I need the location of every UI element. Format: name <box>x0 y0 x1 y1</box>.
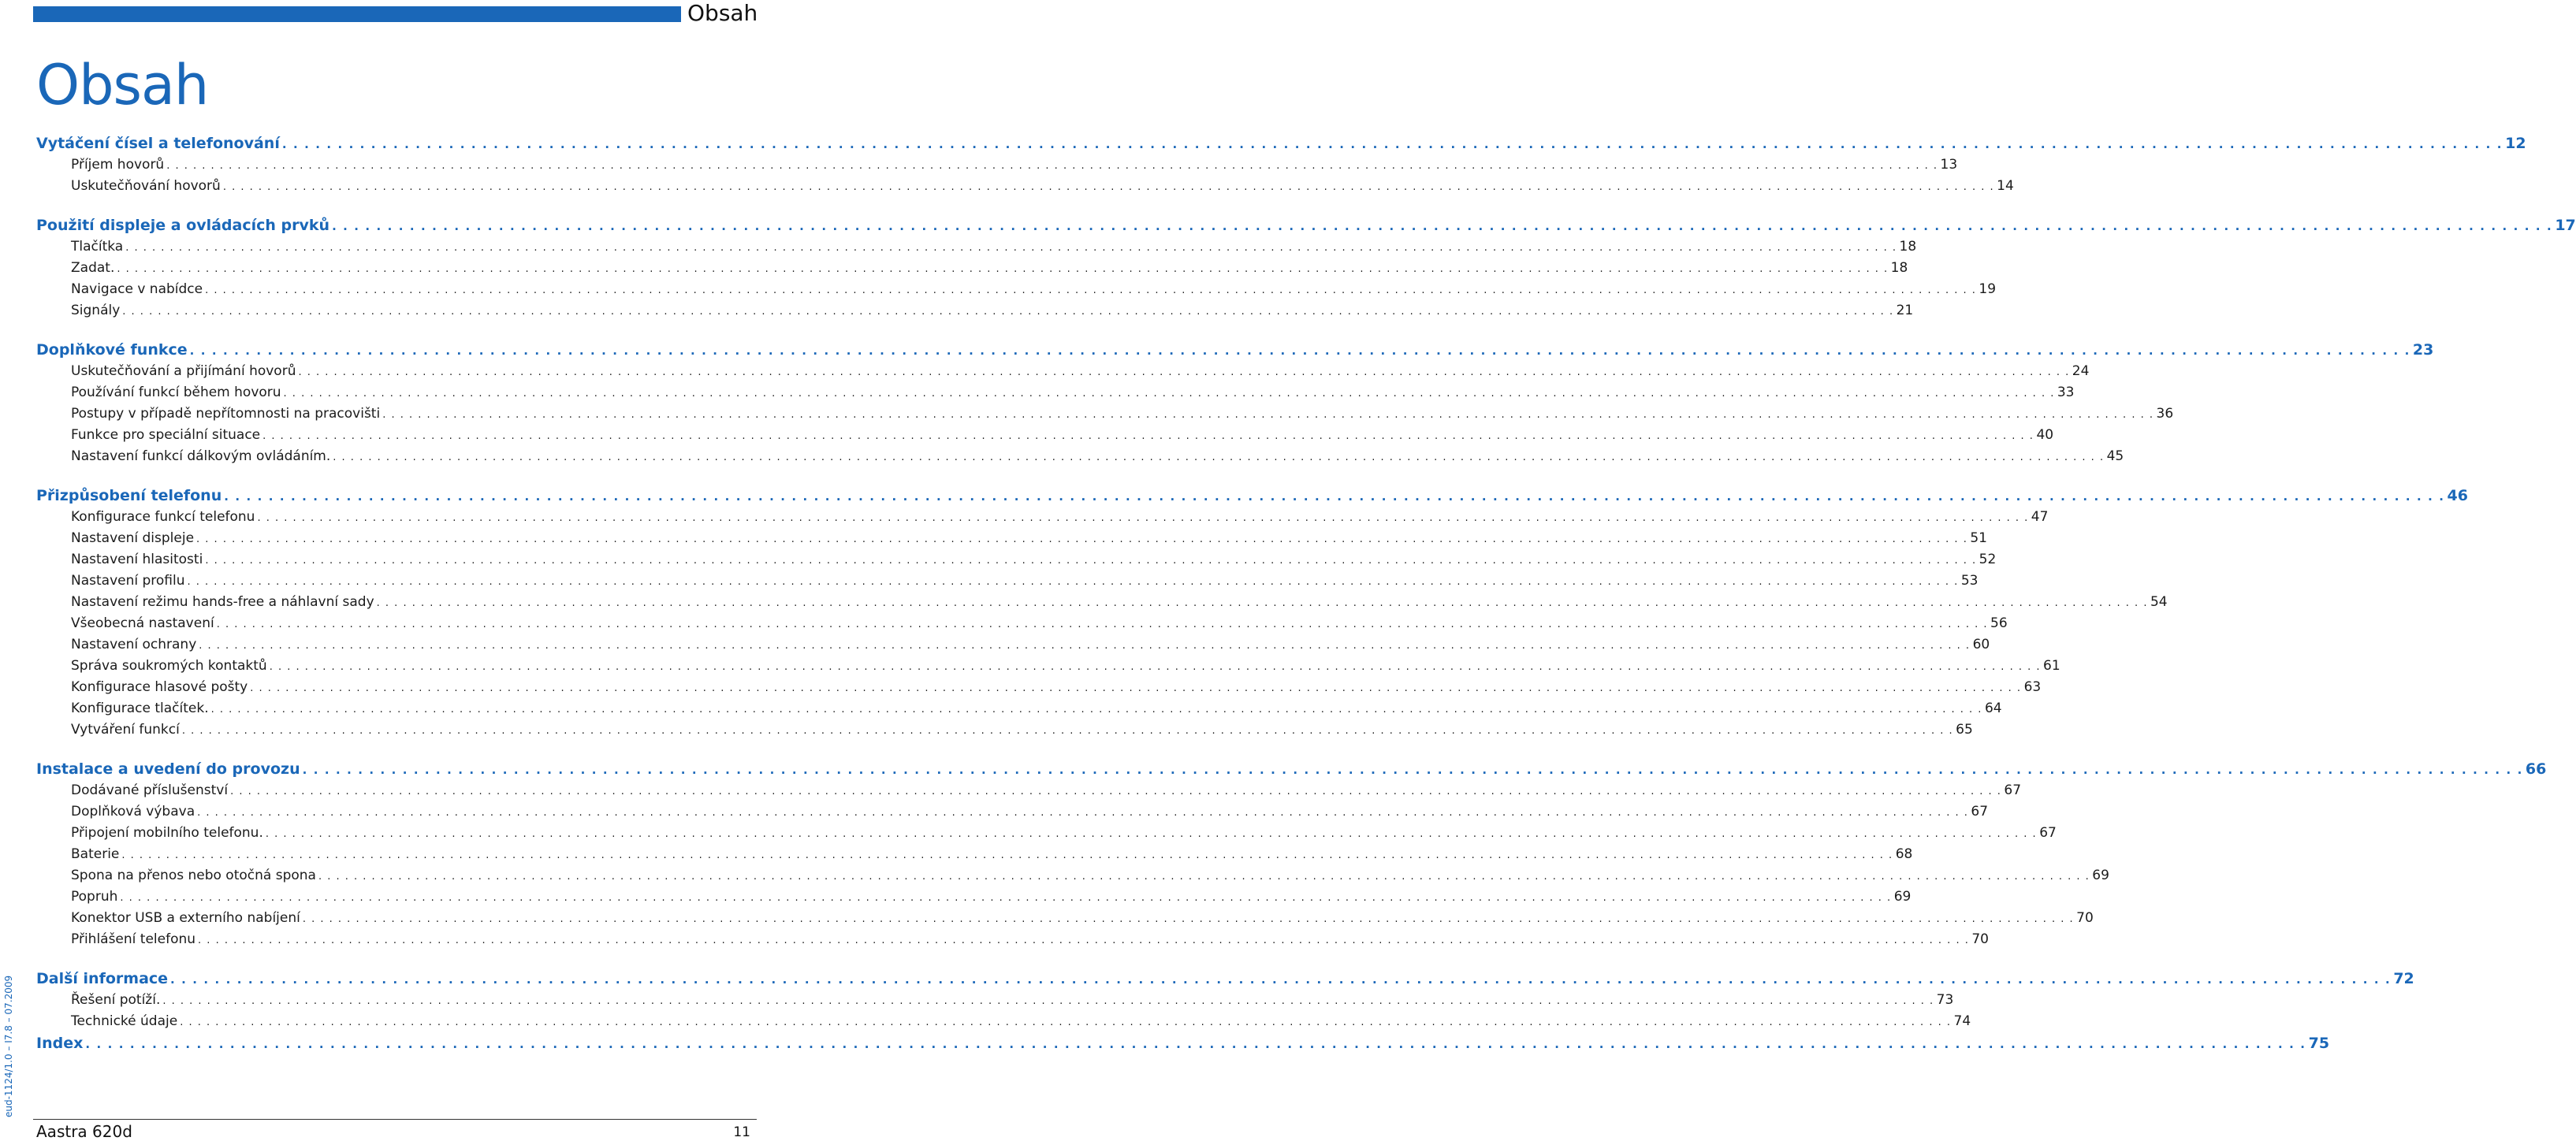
dot-leader: . . . . . . . . . . . . . . . . . . . . . . . . . . . . . . . . . . . . . . . . . . . . . . . . . . . . . . . . . . . . . . . . . . . . . . . . . . . . . . . . . . . . . . . . . . . . . . . . . . . . . . . . . . . . . . . . . . . . . . . . . . . . . . . . . . . . . . . . . . . . . . . . . . . . . . . . . . . . . . . . . . . . . . . . . . . . . . . . . . . . . . . . . . . . . . . . . . . . . . . . <box>121 849 1893 861</box>
toc-entry-title: Nastavení funkcí dálkovým ovládáním. <box>71 448 331 464</box>
dot-leader: . . . . . . . . . . . . . . . . . . . . . . . . . . . . . . . . . . . . . . . . . . . . . . . . . . . . . . . . . . . . . . . . . . . . . . . . . . . . . . . . . . . . . . . . . . . . . . . . . . . . . . . . . . . . . . . . . . . . . . . . . . . . . . . . . . . . . . . . . . . . . . . . . . . . . . . . . . . . . . . . . . . . . . . . . . . . . . . . . . . . . . . . . . . . . . . . . . . . . . . . <box>222 181 1995 193</box>
toc-entry[interactable] <box>36 403 2174 425</box>
toc-chapter[interactable] <box>36 968 2414 990</box>
dot-leader: . . . . . . . . . . . . . . . . . . . . . . . . . . . . . . . . . . . . . . . . . . . . . . . . . . . . . . . . . . . . . . . . . . . . . . . . . . . . . . . . . . . . . . . . . . . . . . . . . . . . . . . . . . . . . . . . . . . . . . . . . . . . . . . . . . . . . . . . . . . . . . . . . . . . . . . . . . . . . . . . . . . . . . . . . . . . . . . . . . . . . . . . . . . . . . . . . . . . . . . . <box>125 242 1897 254</box>
toc-entry-page: 19 <box>1979 281 1997 297</box>
dot-leader: . . . . . . . . . . . . . . . . . . . . . . . . . . . . . . . . . . . . . . . . . . . . . . . . . . . . . . . . . . . . . . . . . . . . . . . . . . . . . . . . . . . . . . . . . . . . . . . . . . . . . . . . . . . . . . . . . . . . . . . . . . . . . . . . . . . . . . . . . . . . . . . . . . . . . . . . . . . . . . . . . . . . . . . . . . . . . . . . . . . . . . . . . . . . . . . . . . . . . . . . <box>85 1037 2306 1051</box>
toc-chapter-page: 75 <box>2308 1035 2330 1052</box>
toc-entry[interactable] <box>36 634 1990 656</box>
toc-entry-page: 70 <box>1971 931 1989 947</box>
dot-leader: . . . . . . . . . . . . . . . . . . . . . . . . . . . . . . . . . . . . . . . . . . . . . . . . . . . . . . . . . . . . . . . . . . . . . . . . . . . . . . . . . . . . . . . . . . . . . . . . . . . . . . . . . . . . . . . . . . . . . . . . . . . . . . . . . . . . . . . . . . . . . . . . . . . . . . . . . . . . . . . . . . . . . . . . . . . . . . . . . . . . . . . . . . . . . . . . . . . . . . . . <box>166 160 1938 172</box>
dot-leader: . . . . . . . . . . . . . . . . . . . . . . . . . . . . . . . . . . . . . . . . . . . . . . . . . . . . . . . . . . . . . . . . . . . . . . . . . . . . . . . . . . . . . . . . . . . . . . . . . . . . . . . . . . . . . . . . . . . . . . . . . . . . . . . . . . . . . . . . . . . . . . . . . . . . . . . . . . . . . . . . . . . . . . . . . . . . . . . . . . . . . . . . . . . . . . . . . . . . . . . . <box>205 284 1977 296</box>
dot-leader: . . . . . . . . . . . . . . . . . . . . . . . . . . . . . . . . . . . . . . . . . . . . . . . . . . . . . . . . . . . . . . . . . . . . . . . . . . . . . . . . . . . . . . . . . . . . . . . . . . . . . . . . . . . . . . . . . . . . . . . . . . . . . . . . . . . . . . . . . . . . . . . . . . . . . . . . . . . . . . . . . . . . . . . . . . . . . . . . . . . . . . . . . . . . . . . . . . . . . . . . <box>281 137 2503 151</box>
toc-entry-page: 33 <box>2057 385 2075 400</box>
toc-entry-title: Správa soukromých kontaktů <box>71 658 267 674</box>
toc-entry-page: 64 <box>1984 701 2002 716</box>
dot-leader: . . . . . . . . . . . . . . . . . . . . . . . . . . . . . . . . . . . . . . . . . . . . . . . . . . . . . . . . . . . . . . . . . . . . . . . . . . . . . . . . . . . . . . . . . . . . . . . . . . . . . . . . . . . . . . . . . . . . . . . . . . . . . . . . . . . . . . . . . . . . . . . . . . . . . . . . . . . . . . . . . . . . . . . . . . . . . . . . . . . . . . . . . . . . . . . . . . . . . . . . <box>199 640 1971 652</box>
header-bar <box>33 6 681 22</box>
toc-entry-title: Vytváření funkcí <box>71 722 180 738</box>
toc-chapter-title: Přizpůsobení telefonu <box>36 487 222 504</box>
toc-entry-title: Dodávané příslušenství <box>71 782 229 798</box>
toc-entry-page: 54 <box>2150 594 2168 610</box>
toc-entry-page: 67 <box>2039 825 2057 841</box>
toc-entry-page: 69 <box>1893 889 1912 905</box>
toc-entry[interactable] <box>36 592 2168 613</box>
dot-leader: . . . . . . . . . . . . . . . . . . . . . . . . . . . . . . . . . . . . . . . . . . . . . . . . . . . . . . . . . . . . . . . . . . . . . . . . . . . . . . . . . . . . . . . . . . . . . . . . . . . . . . . . . . . . . . . . . . . . . . . . . . . . . . . . . . . . . . . . . . . . . . . . . . . . . . . . . . . . . . . . . . . . . . . . . . . . . . . . . . . . . . . . . . . . . . . . . . . . . . . . <box>122 306 1894 318</box>
toc-entry-title: Spona na přenos nebo otočná spona <box>71 868 316 883</box>
dot-leader: . . . . . . . . . . . . . . . . . . . . . . . . . . . . . . . . . . . . . . . . . . . . . . . . . . . . . . . . . . . . . . . . . . . . . . . . . . . . . . . . . . . . . . . . . . . . . . . . . . . . . . . . . . . . . . . . . . . . . . . . . . . . . . . . . . . . . . . . . . . . . . . . . . . . . . . . . . . . . . . . . . . . . . . . . . . . . . . . . . . . . . . . . . . . . . . . . . . . . . . . <box>117 263 1889 275</box>
toc-entry-page: 70 <box>2076 910 2094 926</box>
footer-page-number: 11 <box>733 1124 750 1140</box>
toc-entry-title: Řešení potíží. <box>71 992 161 1008</box>
toc-entry-title: Nastavení ochrany <box>71 637 197 652</box>
toc-entry-title: Uskutečňování a přijímání hovorů <box>71 363 296 379</box>
toc-entry[interactable] <box>36 279 1997 300</box>
toc-chapter-title: Použití displeje a ovládacích prvků <box>36 217 330 234</box>
dot-leader: . . . . . . . . . . . . . . . . . . . . . . . . . . . . . . . . . . . . . . . . . . . . . . . . . . . . . . . . . . . . . . . . . . . . . . . . . . . . . . . . . . . . . . . . . . . . . . . . . . . . . . . . . . . . . . . . . . . . . . . . . . . . . . . . . . . . . . . . . . . . . . . . . . . . . . . . . . . . . . . . . . . . . . . . . . . . . . . . . . . . . . . . . . . . . . . . . . . . . . . . <box>283 388 2055 400</box>
toc-chapter-page: 72 <box>2393 970 2414 987</box>
toc-entry[interactable] <box>36 425 2054 446</box>
toc-chapter[interactable] <box>36 132 2526 154</box>
dot-leader: . . . . . . . . . . . . . . . . . . . . . . . . . . . . . . . . . . . . . . . . . . . . . . . . . . . . . . . . . . . . . . . . . . . . . . . . . . . . . . . . . . . . . . . . . . . . . . . . . . . . . . . . . . . . . . . . . . . . . . . . . . . . . . . . . . . . . . . . . . . . . . . . . . . . . . . . . . . . . . . . . . . . . . . . . . . . . . . . . . . . . . . . . . . . . . . . . . . . . . . . <box>216 619 1988 630</box>
toc-entry[interactable] <box>36 823 2057 844</box>
toc-entry[interactable] <box>36 613 2008 634</box>
toc-entry[interactable] <box>36 446 2124 467</box>
toc-entry-page: 56 <box>1990 615 2008 631</box>
toc-chapter[interactable] <box>36 758 2547 780</box>
dot-leader: . . . . . . . . . . . . . . . . . . . . . . . . . . . . . . . . . . . . . . . . . . . . . . . . . . . . . . . . . . . . . . . . . . . . . . . . . . . . . . . . . . . . . . . . . . . . . . . . . . . . . . . . . . . . . . . . . . . . . . . . . . . . . . . . . . . . . . . . . . . . . . . . . . . . . . . . . . . . . . . . . . . . . . . . . . . . . . . . . . . . . . . . . . . . . . . . . . . . . . . . <box>262 430 2034 442</box>
toc-entry[interactable] <box>36 176 2014 197</box>
toc-entry[interactable] <box>36 698 2002 719</box>
toc-entry-title: Baterie <box>71 846 120 862</box>
toc-chapter[interactable] <box>36 214 2576 236</box>
toc-entry-page: 61 <box>2043 658 2060 674</box>
toc-entry[interactable] <box>36 656 2060 677</box>
dot-leader: . . . . . . . . . . . . . . . . . . . . . . . . . . . . . . . . . . . . . . . . . . . . . . . . . . . . . . . . . . . . . . . . . . . . . . . . . . . . . . . . . . . . . . . . . . . . . . . . . . . . . . . . . . . . . . . . . . . . . . . . . . . . . . . . . . . . . . . . . . . . . . . . . . . . . . . . . . . . . . . . . . . . . . . . . . . . . . . . . . . . . . . . . . . . . . . . . . . . . . . . <box>302 913 2075 925</box>
toc-chapter-title: Doplňkové funkce <box>36 341 188 359</box>
toc-entry[interactable] <box>36 801 1989 823</box>
toc-entry[interactable] <box>36 258 1908 279</box>
toc-entry[interactable] <box>36 507 2049 528</box>
toc-entry-page: 36 <box>2156 406 2174 422</box>
toc-entry-page: 65 <box>1956 722 1973 738</box>
toc-entry-page: 60 <box>1972 637 1990 652</box>
dot-leader: . . . . . . . . . . . . . . . . . . . . . . . . . . . . . . . . . . . . . . . . . . . . . . . . . . . . . . . . . . . . . . . . . . . . . . . . . . . . . . . . . . . . . . . . . . . . . . . . . . . . . . . . . . . . . . . . . . . . . . . . . . . . . . . . . . . . . . . . . . . . . . . . . . . . . . . . . . . . . . . . . . . . . . . . . . . . . . . . . . . . . . . . . . . . . . . . . . . . . . . . <box>196 533 1968 545</box>
toc-chapter-page: 46 <box>2447 487 2468 504</box>
toc-entry-title: Konfigurace funkcí telefonu <box>71 509 255 525</box>
dot-leader: . . . . . . . . . . . . . . . . . . . . . . . . . . . . . . . . . . . . . . . . . . . . . . . . . . . . . . . . . . . . . . . . . . . . . . . . . . . . . . . . . . . . . . . . . . . . . . . . . . . . . . . . . . . . . . . . . . . . . . . . . . . . . . . . . . . . . . . . . . . . . . . . . . . . . . . . . . . . . . . . . . . . . . . . . . . . . . . . . . . . . . . . . . . . . . . . . . . . . . . . <box>298 366 2070 378</box>
toc-entry-title: Konektor USB a externího nabíjení <box>71 910 300 926</box>
toc-entry-page: 67 <box>2004 782 2022 798</box>
toc-entry-page: 21 <box>1896 303 1914 318</box>
dot-leader: . . . . . . . . . . . . . . . . . . . . . . . . . . . . . . . . . . . . . . . . . . . . . . . . . . . . . . . . . . . . . . . . . . . . . . . . . . . . . . . . . . . . . . . . . . . . . . . . . . . . . . . . . . . . . . . . . . . . . . . . . . . . . . . . . . . . . . . . . . . . . . . . . . . . . . . . . . . . . . . . . . . . . . . . . . . . . . . . . . . . . . . . . . . . . . . . . . . . . . . . <box>210 704 1982 715</box>
dot-leader: . . . . . . . . . . . . . . . . . . . . . . . . . . . . . . . . . . . . . . . . . . . . . . . . . . . . . . . . . . . . . . . . . . . . . . . . . . . . . . . . . . . . . . . . . . . . . . . . . . . . . . . . . . . . . . . . . . . . . . . . . . . . . . . . . . . . . . . . . . . . . . . . . . . . . . . . . . . . . . . . . . . . . . . . . . . . . . . . . . . . . . . . . . . . . . . . . . . . . . . . <box>302 763 2523 777</box>
toc-chapter-title: Instalace a uvedení do provozu <box>36 760 300 778</box>
toc-entry[interactable] <box>36 719 1973 741</box>
toc-chapter-page: 66 <box>2525 760 2547 778</box>
toc-entry-page: 73 <box>1936 992 1954 1008</box>
toc-entry-title: Příjem hovorů <box>71 157 165 173</box>
document-code-label: eud-1124/1.0 – I7.8 – 07.2009 <box>3 975 14 1117</box>
dot-leader: . . . . . . . . . . . . . . . . . . . . . . . . . . . . . . . . . . . . . . . . . . . . . . . . . . . . . . . . . . . . . . . . . . . . . . . . . . . . . . . . . . . . . . . . . . . . . . . . . . . . . . . . . . . . . . . . . . . . . . . . . . . . . . . . . . . . . . . . . . . . . . . . . . . . . . . . . . . . . . . . . . . . . . . . . . . . . . . . . . . . . . . . . . . . . . . . . . . . . . . . <box>181 725 1954 737</box>
toc-entry-title: Uskutečňování hovorů <box>71 178 221 194</box>
dot-leader: . . . . . . . . . . . . . . . . . . . . . . . . . . . . . . . . . . . . . . . . . . . . . . . . . . . . . . . . . . . . . . . . . . . . . . . . . . . . . . . . . . . . . . . . . . . . . . . . . . . . . . . . . . . . . . . . . . . . . . . . . . . . . . . . . . . . . . . . . . . . . . . . . . . . . . . . . . . . . . . . . . . . . . . . . . . . . . . . . . . . . . . . . . . . . . . . . . . . . . . . <box>332 219 2553 233</box>
toc-entry-title: Funkce pro speciální situace <box>71 427 261 443</box>
toc-entry[interactable] <box>36 780 2022 801</box>
toc-chapter-page: 17 <box>2555 217 2576 234</box>
toc-entry-page: 40 <box>2036 427 2054 443</box>
toc-entry-title: Nastavení hlasitosti <box>71 552 203 567</box>
toc-entry[interactable] <box>36 908 2094 929</box>
toc-entry[interactable] <box>36 677 2042 698</box>
toc-entry-page: 18 <box>1899 239 1917 255</box>
toc-entry[interactable] <box>36 361 2090 382</box>
footer-divider <box>33 1119 757 1120</box>
toc-entry-title: Konfigurace hlasové pošty <box>71 679 248 695</box>
toc-entry[interactable] <box>36 570 1979 592</box>
toc-entry-title: Navigace v nabídce <box>71 281 203 297</box>
toc-entry[interactable] <box>36 865 2109 886</box>
dot-leader: . . . . . . . . . . . . . . . . . . . . . . . . . . . . . . . . . . . . . . . . . . . . . . . . . . . . . . . . . . . . . . . . . . . . . . . . . . . . . . . . . . . . . . . . . . . . . . . . . . . . . . . . . . . . . . . . . . . . . . . . . . . . . . . . . . . . . . . . . . . . . . . . . . . . . . . . . . . . . . . . . . . . . . . . . . . . . . . . . . . . . . . . . . . . . . . . . . . . . . . . <box>205 555 1977 567</box>
toc-entry-page: 52 <box>1979 552 1997 567</box>
toc-entry[interactable] <box>36 382 2075 403</box>
toc-entry-title: Nastavení režimu hands-free a náhlavní sady <box>71 594 374 610</box>
toc-entry-title: Používání funkcí během hovoru <box>71 385 281 400</box>
toc-entry[interactable] <box>36 1011 1971 1032</box>
toc-entry-page: 51 <box>1970 530 1987 546</box>
toc-chapter-title: Další informace <box>36 970 169 987</box>
toc-entry[interactable] <box>36 844 1913 865</box>
dot-leader: . . . . . . . . . . . . . . . . . . . . . . . . . . . . . . . . . . . . . . . . . . . . . . . . . . . . . . . . . . . . . . . . . . . . . . . . . . . . . . . . . . . . . . . . . . . . . . . . . . . . . . . . . . . . . . . . . . . . . . . . . . . . . . . . . . . . . . . . . . . . . . . . . . . . . . . . . . . . . . . . . . . . . . . . . . . . . . . . . . . . . . . . . . . . . . . . . . . . . . . . <box>197 807 1969 819</box>
dot-leader: . . . . . . . . . . . . . . . . . . . . . . . . . . . . . . . . . . . . . . . . . . . . . . . . . . . . . . . . . . . . . . . . . . . . . . . . . . . . . . . . . . . . . . . . . . . . . . . . . . . . . . . . . . . . . . . . . . . . . . . . . . . . . . . . . . . . . . . . . . . . . . . . . . . . . . . . . . . . . . . . . . . . . . . . . . . . . . . . . . . . . . . . . . . . . . . . . . . . . . . . <box>333 452 2105 463</box>
dot-leader: . . . . . . . . . . . . . . . . . . . . . . . . . . . . . . . . . . . . . . . . . . . . . . . . . . . . . . . . . . . . . . . . . . . . . . . . . . . . . . . . . . . . . . . . . . . . . . . . . . . . . . . . . . . . . . . . . . . . . . . . . . . . . . . . . . . . . . . . . . . . . . . . . . . . . . . . . . . . . . . . . . . . . . . . . . . . . . . . . . . . . . . . . . . . . . . . . . . . . . . . <box>376 597 2148 609</box>
toc-entry-title: Konfigurace tlačítek. <box>71 701 209 716</box>
toc-entry[interactable] <box>36 528 1987 549</box>
dot-leader: . . . . . . . . . . . . . . . . . . . . . . . . . . . . . . . . . . . . . . . . . . . . . . . . . . . . . . . . . . . . . . . . . . . . . . . . . . . . . . . . . . . . . . . . . . . . . . . . . . . . . . . . . . . . . . . . . . . . . . . . . . . . . . . . . . . . . . . . . . . . . . . . . . . . . . . . . . . . . . . . . . . . . . . . . . . . . . . . . . . . . . . . . . . . . . . . . . . . . . . . <box>198 935 1970 946</box>
footer-model-name: Aastra 620d <box>36 1122 132 1141</box>
toc-chapter-title: Index <box>36 1035 84 1052</box>
toc-entry-page: 67 <box>1971 804 1989 820</box>
dot-leader: . . . . . . . . . . . . . . . . . . . . . . . . . . . . . . . . . . . . . . . . . . . . . . . . . . . . . . . . . . . . . . . . . . . . . . . . . . . . . . . . . . . . . . . . . . . . . . . . . . . . . . . . . . . . . . . . . . . . . . . . . . . . . . . . . . . . . . . . . . . . . . . . . . . . . . . . . . . . . . . . . . . . . . . . . . . . . . . . . . . . . . . . . . . . . . . . . . . . . . . . <box>318 871 2090 883</box>
toc-entry-page: 53 <box>1960 573 1979 589</box>
toc-entry-page: 14 <box>1997 178 2014 194</box>
toc-entry[interactable] <box>36 300 1914 321</box>
dot-leader: . . . . . . . . . . . . . . . . . . . . . . . . . . . . . . . . . . . . . . . . . . . . . . . . . . . . . . . . . . . . . . . . . . . . . . . . . . . . . . . . . . . . . . . . . . . . . . . . . . . . . . . . . . . . . . . . . . . . . . . . . . . . . . . . . . . . . . . . . . . . . . . . . . . . . . . . . . . . . . . . . . . . . . . . . . . . . . . . . . . . . . . . . . . . . . . . . . . . . . . . <box>187 576 1959 588</box>
dot-leader: . . . . . . . . . . . . . . . . . . . . . . . . . . . . . . . . . . . . . . . . . . . . . . . . . . . . . . . . . . . . . . . . . . . . . . . . . . . . . . . . . . . . . . . . . . . . . . . . . . . . . . . . . . . . . . . . . . . . . . . . . . . . . . . . . . . . . . . . . . . . . . . . . . . . . . . . . . . . . . . . . . . . . . . . . . . . . . . . . . . . . . . . . . . . . . . . . . . . . . . . <box>269 661 2042 673</box>
toc-entry-title: Připojení mobilního telefonu. <box>71 825 263 841</box>
toc-entry-page: 68 <box>1895 846 1913 862</box>
dot-leader: . . . . . . . . . . . . . . . . . . . . . . . . . . . . . . . . . . . . . . . . . . . . . . . . . . . . . . . . . . . . . . . . . . . . . . . . . . . . . . . . . . . . . . . . . . . . . . . . . . . . . . . . . . . . . . . . . . . . . . . . . . . . . . . . . . . . . . . . . . . . . . . . . . . . . . . . . . . . . . . . . . . . . . . . . . . . . . . . . . . . . . . . . . . . . . . . . . . . . . . . <box>224 489 2445 504</box>
page-title: Obsah <box>36 53 209 117</box>
toc-entry-title: Signály <box>71 303 121 318</box>
dot-leader: . . . . . . . . . . . . . . . . . . . . . . . . . . . . . . . . . . . . . . . . . . . . . . . . . . . . . . . . . . . . . . . . . . . . . . . . . . . . . . . . . . . . . . . . . . . . . . . . . . . . . . . . . . . . . . . . . . . . . . . . . . . . . . . . . . . . . . . . . . . . . . . . . . . . . . . . . . . . . . . . . . . . . . . . . . . . . . . . . . . . . . . . . . . . . . . . . . . . . . . . <box>382 409 2154 421</box>
dot-leader: . . . . . . . . . . . . . . . . . . . . . . . . . . . . . . . . . . . . . . . . . . . . . . . . . . . . . . . . . . . . . . . . . . . . . . . . . . . . . . . . . . . . . . . . . . . . . . . . . . . . . . . . . . . . . . . . . . . . . . . . . . . . . . . . . . . . . . . . . . . . . . . . . . . . . . . . . . . . . . . . . . . . . . . . . . . . . . . . . . . . . . . . . . . . . . . . . . . . . . . . <box>257 512 2029 524</box>
toc-entry-title: Popruh <box>71 889 118 905</box>
toc-entry-page: 24 <box>2072 363 2090 379</box>
toc-chapter[interactable] <box>36 485 2468 507</box>
toc-entry-title: Technické údaje <box>71 1013 178 1029</box>
toc-chapter[interactable] <box>36 339 2434 361</box>
toc-entry-title: Všeobecná nastavení <box>71 615 214 631</box>
dot-leader: . . . . . . . . . . . . . . . . . . . . . . . . . . . . . . . . . . . . . . . . . . . . . . . . . . . . . . . . . . . . . . . . . . . . . . . . . . . . . . . . . . . . . . . . . . . . . . . . . . . . . . . . . . . . . . . . . . . . . . . . . . . . . . . . . . . . . . . . . . . . . . . . . . . . . . . . . . . . . . . . . . . . . . . . . . . . . . . . . . . . . . . . . . . . . . . . . . . . . . . . <box>189 344 2410 358</box>
header-section-title: Obsah <box>687 0 758 26</box>
dot-leader: . . . . . . . . . . . . . . . . . . . . . . . . . . . . . . . . . . . . . . . . . . . . . . . . . . . . . . . . . . . . . . . . . . . . . . . . . . . . . . . . . . . . . . . . . . . . . . . . . . . . . . . . . . . . . . . . . . . . . . . . . . . . . . . . . . . . . . . . . . . . . . . . . . . . . . . . . . . . . . . . . . . . . . . . . . . . . . . . . . . . . . . . . . . . . . . . . . . . . . . . <box>250 682 2022 694</box>
toc-chapter[interactable] <box>36 1032 2330 1054</box>
toc-entry[interactable] <box>36 236 1917 258</box>
toc-entry-title: Postupy v případě nepřítomnosti na pracovišti <box>71 406 381 422</box>
toc-entry-page: 18 <box>1890 260 1908 276</box>
dot-leader: . . . . . . . . . . . . . . . . . . . . . . . . . . . . . . . . . . . . . . . . . . . . . . . . . . . . . . . . . . . . . . . . . . . . . . . . . . . . . . . . . . . . . . . . . . . . . . . . . . . . . . . . . . . . . . . . . . . . . . . . . . . . . . . . . . . . . . . . . . . . . . . . . . . . . . . . . . . . . . . . . . . . . . . . . . . . . . . . . . . . . . . . . . . . . . . . . . . . . . . . <box>170 972 2392 987</box>
toc-entry[interactable] <box>36 549 1997 570</box>
toc-entry[interactable] <box>36 154 1958 176</box>
dot-leader: . . . . . . . . . . . . . . . . . . . . . . . . . . . . . . . . . . . . . . . . . . . . . . . . . . . . . . . . . . . . . . . . . . . . . . . . . . . . . . . . . . . . . . . . . . . . . . . . . . . . . . . . . . . . . . . . . . . . . . . . . . . . . . . . . . . . . . . . . . . . . . . . . . . . . . . . . . . . . . . . . . . . . . . . . . . . . . . . . . . . . . . . . . . . . . . . . . . . . . . . <box>180 1016 1952 1028</box>
toc-entry-page: 47 <box>2031 509 2049 525</box>
toc-entry-title: Tlačítka <box>71 239 124 255</box>
dot-leader: . . . . . . . . . . . . . . . . . . . . . . . . . . . . . . . . . . . . . . . . . . . . . . . . . . . . . . . . . . . . . . . . . . . . . . . . . . . . . . . . . . . . . . . . . . . . . . . . . . . . . . . . . . . . . . . . . . . . . . . . . . . . . . . . . . . . . . . . . . . . . . . . . . . . . . . . . . . . . . . . . . . . . . . . . . . . . . . . . . . . . . . . . . . . . . . . . . . . . . . . <box>162 995 1934 1007</box>
table-of-contents <box>36 132 2576 1054</box>
dot-leader: . . . . . . . . . . . . . . . . . . . . . . . . . . . . . . . . . . . . . . . . . . . . . . . . . . . . . . . . . . . . . . . . . . . . . . . . . . . . . . . . . . . . . . . . . . . . . . . . . . . . . . . . . . . . . . . . . . . . . . . . . . . . . . . . . . . . . . . . . . . . . . . . . . . . . . . . . . . . . . . . . . . . . . . . . . . . . . . . . . . . . . . . . . . . . . . . . . . . . . . . <box>230 786 2002 797</box>
toc-chapter-page: 12 <box>2505 135 2526 152</box>
toc-entry[interactable] <box>36 929 1989 950</box>
toc-entry-page: 63 <box>2023 679 2042 695</box>
toc-entry-page: 69 <box>2092 868 2109 883</box>
dot-leader: . . . . . . . . . . . . . . . . . . . . . . . . . . . . . . . . . . . . . . . . . . . . . . . . . . . . . . . . . . . . . . . . . . . . . . . . . . . . . . . . . . . . . . . . . . . . . . . . . . . . . . . . . . . . . . . . . . . . . . . . . . . . . . . . . . . . . . . . . . . . . . . . . . . . . . . . . . . . . . . . . . . . . . . . . . . . . . . . . . . . . . . . . . . . . . . . . . . . . . . . <box>265 828 2038 840</box>
toc-entry-title: Nastavení profilu <box>71 573 185 589</box>
toc-entry-title: Doplňková výbava <box>71 804 195 820</box>
dot-leader: . . . . . . . . . . . . . . . . . . . . . . . . . . . . . . . . . . . . . . . . . . . . . . . . . . . . . . . . . . . . . . . . . . . . . . . . . . . . . . . . . . . . . . . . . . . . . . . . . . . . . . . . . . . . . . . . . . . . . . . . . . . . . . . . . . . . . . . . . . . . . . . . . . . . . . . . . . . . . . . . . . . . . . . . . . . . . . . . . . . . . . . . . . . . . . . . . . . . . . . . <box>120 892 1892 904</box>
toc-chapter-title: Vytáčení čísel a telefonování <box>36 135 280 152</box>
toc-entry-title: Přihlášení telefonu <box>71 931 196 947</box>
toc-chapter-page: 23 <box>2412 341 2434 359</box>
toc-entry-page: 74 <box>1953 1013 1971 1029</box>
toc-entry-page: 13 <box>1940 157 1958 173</box>
toc-entry[interactable] <box>36 990 1954 1011</box>
toc-entry[interactable] <box>36 886 1912 908</box>
toc-entry-page: 45 <box>2106 448 2124 464</box>
toc-entry-title: Zadat. <box>71 260 115 276</box>
toc-entry-title: Nastavení displeje <box>71 530 195 546</box>
